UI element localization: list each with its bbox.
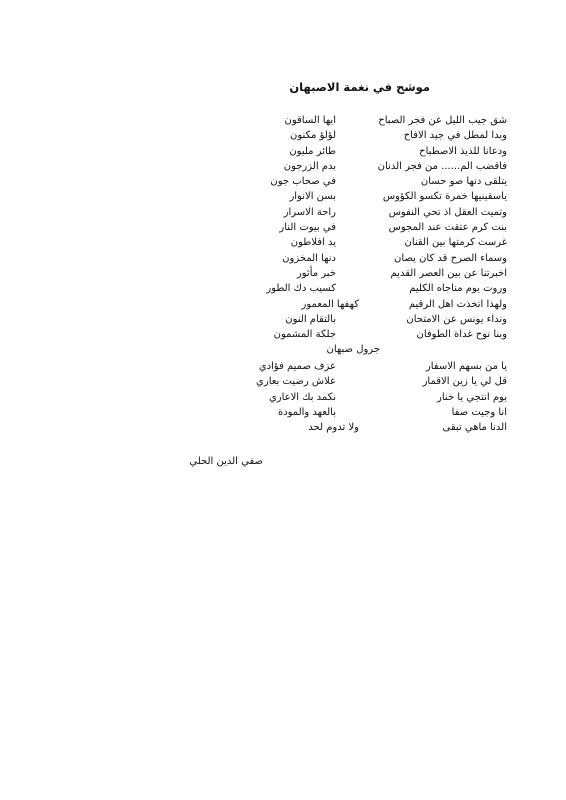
verse-line (0, 420, 566, 435)
verse-line (0, 189, 566, 204)
verse-right: ودعانا للذيذ الاصطباح (419, 145, 507, 157)
stanza-2 (0, 359, 566, 435)
verse-left: علاش رضيت بعاري (256, 376, 336, 388)
verse-line (0, 266, 566, 281)
verse-left: جلكة المشمون (273, 329, 336, 341)
verse-line (0, 113, 566, 128)
verse-right: يوم انتجي يا خنار (437, 391, 507, 403)
verse-left: كهفها المعمور (301, 298, 359, 310)
verse-left: خبر مأثور (296, 267, 336, 279)
verse-right: وتميت العقل اذ تحي النفوس (388, 206, 507, 218)
verse-left: عزف صميم فؤادي (258, 361, 336, 372)
verse-line (0, 220, 566, 235)
verse-line (0, 144, 566, 159)
verse-right: الدنا ماهي تبقى (442, 422, 507, 434)
verse-right: ولهذا اتخذت اهل الرقيم (408, 298, 507, 310)
verse-right: يا من بسهم الاسفار (425, 361, 507, 372)
verse-left: يد افلاطون (290, 237, 336, 249)
verse-left: دنها المخزون (282, 252, 336, 264)
verse-line (0, 281, 566, 296)
verse-line (0, 405, 566, 420)
verse-line (0, 251, 566, 266)
verse-line (0, 159, 566, 174)
verse-left: طائر مليون (289, 145, 336, 157)
verse-right: فاقضب الم...... من فجر الدنان (377, 160, 507, 172)
verse-line (0, 327, 566, 342)
verse-right: وبنا نوح غداة الطوفان (416, 329, 507, 341)
verse-right: ياسقينيها خمرة تكسو الكؤوس (382, 191, 507, 203)
verse-line (0, 390, 566, 405)
verse-left: بسن الانوار (289, 191, 336, 203)
verse-left: بدم الزرجون (283, 160, 336, 172)
stanza-1 (0, 113, 566, 342)
verse-left: لؤلؤ مكنون (289, 130, 336, 142)
verse-line (0, 312, 566, 327)
verse-right: يتلقى دنها صو حسان (420, 176, 507, 188)
verse-line (0, 205, 566, 220)
verse-left: راحة الاسرار (283, 206, 336, 218)
verse-left: بالتقام النون (285, 313, 336, 325)
verse-right: انا وجيت صفا (451, 406, 507, 418)
verse-left: ولا تدوم لحد (308, 422, 359, 434)
verse-line (0, 374, 566, 389)
verse-right: اخبرتنا عن بين العصر القديم (390, 267, 507, 279)
verse-right: ونداء يونس عن الامتحان (406, 313, 507, 325)
verse-right: بنت كرم عتقت عند المجوس (388, 222, 507, 234)
verse-left: ايها الساقون (284, 115, 336, 126)
poem-title: موشح في نغمة الاصبهان (289, 80, 430, 94)
verse-line (0, 359, 566, 374)
verse-line (0, 174, 566, 189)
verse-left: نكمد بك الاعاري (268, 391, 336, 403)
verse-left: بالعهد والمودة (277, 406, 336, 418)
verse-right: غرست كرمتها بين القنان (404, 237, 507, 249)
verse-line (0, 128, 566, 143)
verse-left: في صحاب جون (270, 176, 336, 188)
verse-right: وروت يوم مناجاه الكليم (409, 283, 507, 295)
section-subtitle: جرول صبهان (326, 344, 380, 355)
author-name: صفي الدين الحلي (189, 456, 263, 467)
verse-right: وبدا لمطل في جيد الافاح (403, 130, 507, 142)
verse-line (0, 297, 566, 312)
verse-right: قل لي يا زين الاقمار (422, 376, 507, 388)
verse-left: في بيوت النار (279, 222, 336, 234)
verse-left: كسيب دك الطور (266, 283, 336, 295)
verse-right: وسماء الصرح قد كان يصان (394, 252, 507, 264)
verse-line (0, 235, 566, 250)
verse-right: شق جيب الليل عن فجر الصباح (378, 115, 507, 126)
